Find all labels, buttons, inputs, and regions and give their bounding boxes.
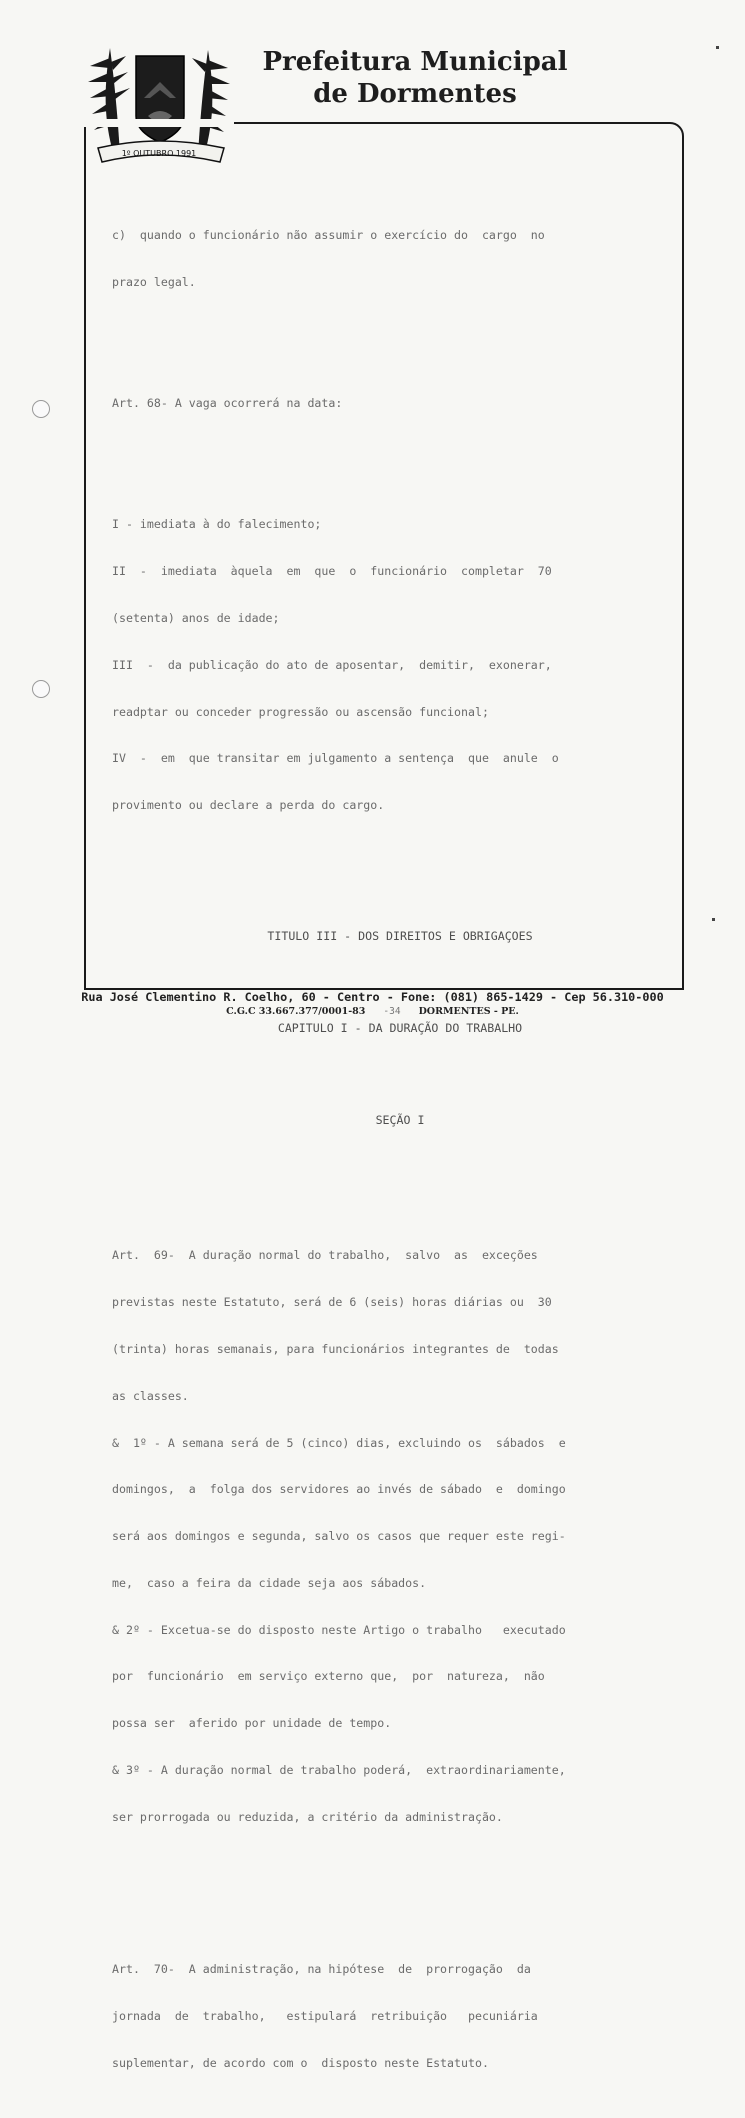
footer-registration [0, 1006, 745, 1017]
page-header [250, 46, 580, 110]
footer-address: Rua José Clementino R. Coelho, 60 - Centro - Fone: (081) 865-1429 - Cep 56.310-000 [81, 990, 664, 1004]
article-68: Art. 68- A vaga ocorrerá na data: [112, 396, 343, 411]
header-line-1: Prefeitura Municipal [262, 47, 568, 77]
header-line-2: de Dormentes [313, 79, 517, 109]
document-body [112, 166, 688, 2118]
section-heading: SEÇÃO I [375, 1113, 425, 1128]
article-69: Art. 69- A duração normal do trabalho, salvo as exceções previstas neste Estatuto, será de 6 (seis) horas diárias ou 30 (trinta) horas semanais, para funcionários integrantes de todas as classes. & 1º - A semana será de 5 (cinco) dias, excluindo os sábados e domingos, a folga dos servidores ao invés de sábado e domingo será aos domingos e segunda, salvo os casos que requer este regi- me, caso a feira da cidade seja aos sábados. & 2º - Excetua-se do disposto neste Artigo o trabalho executado por funcionário em serviço externo que, por natureza, não possa ser aferido por unidade de tempo. & 3º - A duração normal de trabalho poderá, extraordinariamente, ser prorrogada ou reduzida, a critério da administração. [112, 1248, 566, 1824]
title-heading: TITULO III - DOS DIREITOS E OBRIGAÇOES [267, 929, 533, 944]
punch-hole [32, 400, 50, 418]
footer-cgc: C.G.C 33.667.377/0001-83 [226, 1006, 366, 1017]
footer-city: DORMENTES - PE. [418, 1006, 519, 1017]
page-number: -34 [383, 1006, 401, 1017]
chapter-heading: CAPITULO I - DA DURAÇÃO DO TRABALHO [277, 1021, 523, 1036]
banner-text: 1º OUTUBRO 1991 [121, 149, 197, 158]
article-70: Art. 70- A administração, na hipótese de prorrogação da jornada de trabalho, estipulará retribuição pecuniária suplementar, de acordo com o disposto neste Estatuto. [112, 1962, 538, 2070]
article-68-items: I - imediata à do falecimento; II - imediata àquela em que o funcionário completar 70 (setenta) anos de idade; III - da publicação do ato de aposentar, demitir, exonerar, readptar ou conceder progressão ou ascensão funcional; IV - em que transitar em julgamento a sentença que anule o provimento ou declare a perda do cargo. [112, 517, 559, 813]
paragraph-1: c) quando o funcionário não assumir o exercício do cargo no prazo legal. [112, 228, 545, 290]
punch-hole [32, 680, 50, 698]
